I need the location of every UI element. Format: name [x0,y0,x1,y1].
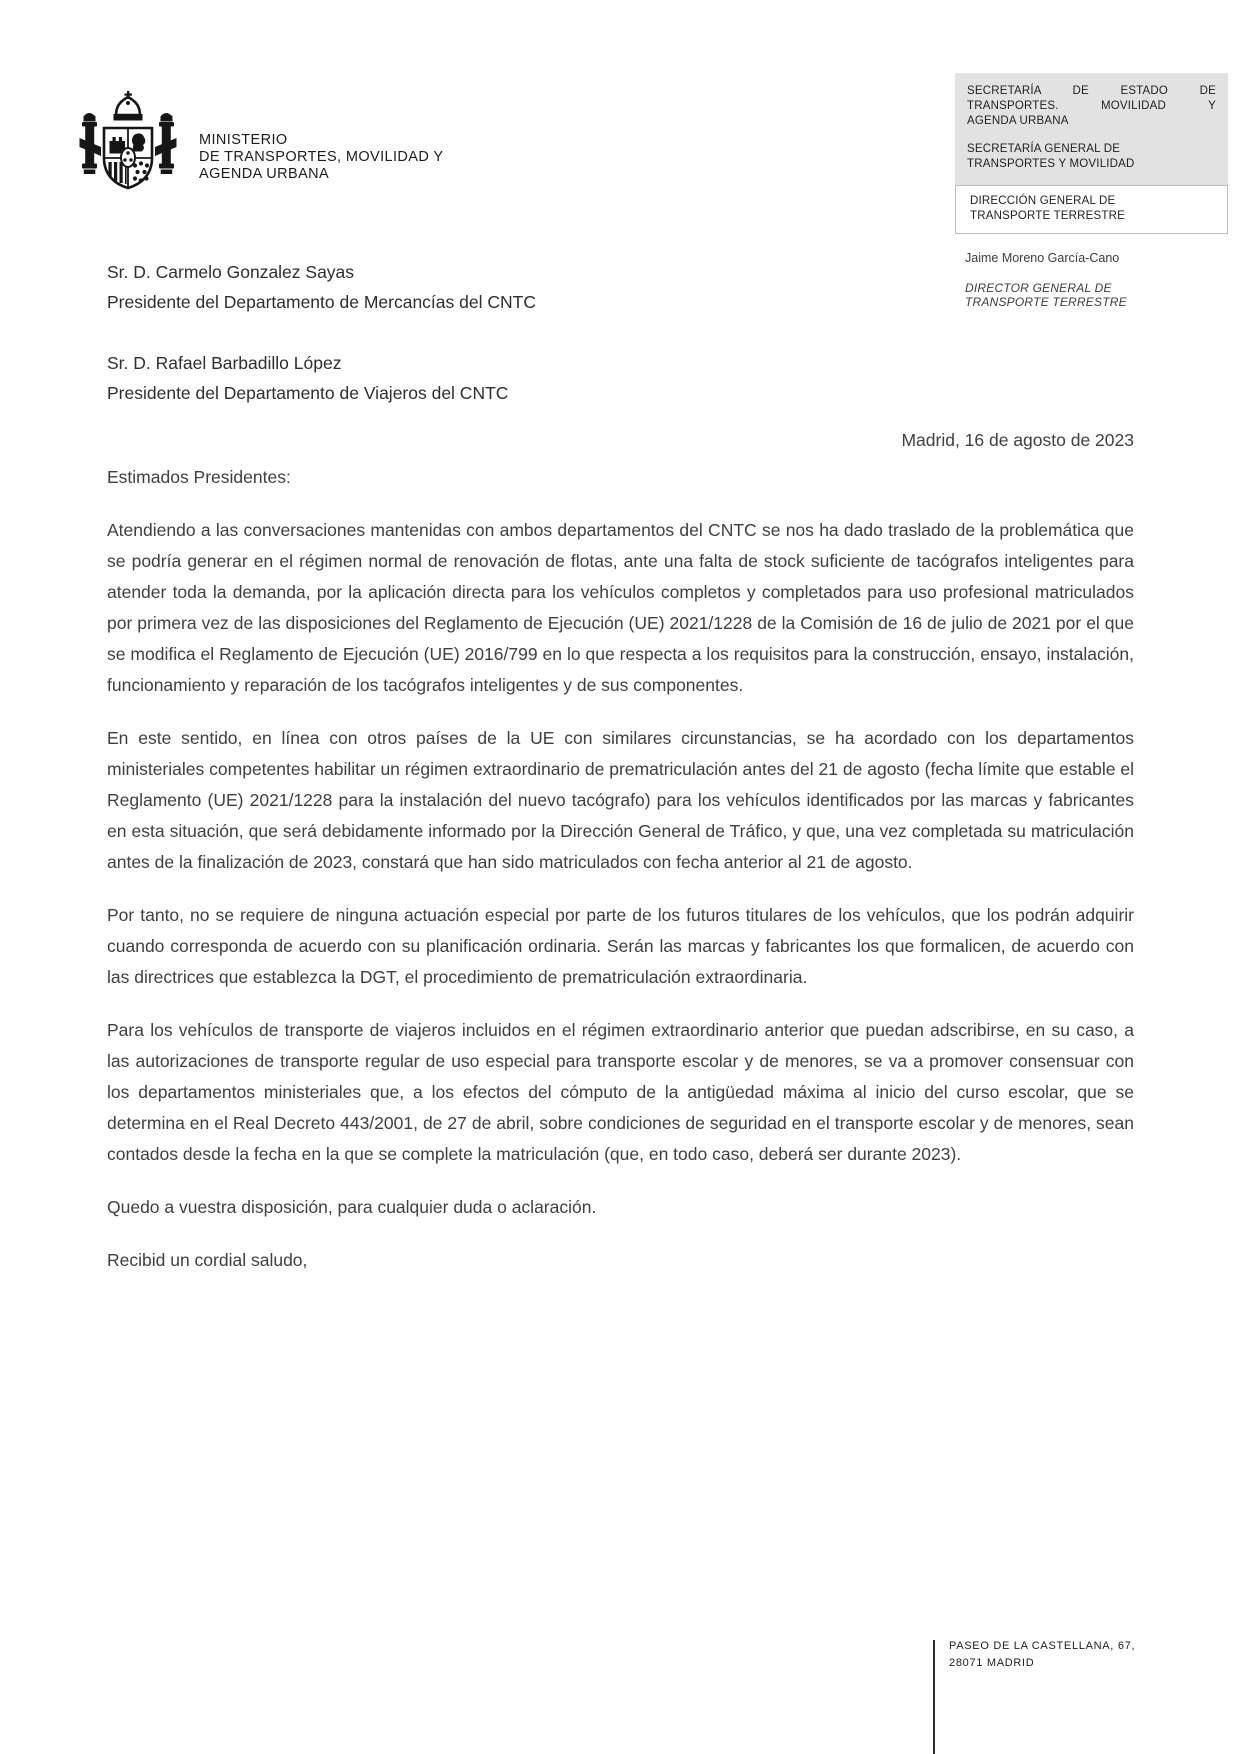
recipient-block-2 [107,348,508,408]
secretariat-general-line: TRANSPORTES Y MOVILIDAD [967,158,1135,170]
footer-address-line: 28071 MADRID [949,1657,1035,1669]
direction-general-line: DIRECCIÓN GENERAL DE [970,195,1116,207]
secretariat-general-block [967,142,1216,172]
direction-general-line: TRANSPORTE TERRESTRE [970,210,1126,222]
secretariat-general-line: SECRETARÍA GENERAL DE [967,143,1121,155]
recipient-block-1 [107,257,536,317]
signer-name: Jaime Moreno García-Cano [965,251,1120,265]
footer-address [949,1638,1135,1672]
signer-title-line: TRANSPORTE TERRESTRE [965,295,1127,309]
recipient-name: Sr. D. Rafael Barbadillo López [107,353,342,373]
recipient-title: Presidente del Departamento de Viajeros del CNTC [107,383,509,403]
ministry-line: AGENDA URBANA [199,166,330,182]
body-paragraph-4: Para los vehículos de transporte de viajeros incluidos en el régimen extraordinario anterior que puedan adscribirse, en su caso, a las autorizaciones de transporte regular de uso especial para transporte escolar y de menores, se va a promover consensuar con los departamentos ministeriales que, a los efectos del cómputo de la antigüedad máxima al inicio del curso escolar, que se determina en el Real Decreto 443/2001, de 27 de abril, sobre condiciones de seguridad en el transporte escolar y de menores, sean contados desde la fecha en la que se complete la matriculación (que, en todo caso, deberá ser durante 2023). [107,1020,1134,1164]
salutation: Estimados Presidentes: [107,467,291,487]
body-paragraph-3: Por tanto, no se requiere de ninguna actuación especial por parte de los futuros titulares de los vehículos, que los podrán adquirir cuando corresponda de acuerdo con su planificación ordinaria. Serán las marcas y fabricantes los que formalicen, de acuerdo con las directrices que establezca la DGT, el procedimiento de prematriculación extraordinaria. [107,905,1134,987]
secretariat-state-line: AGENDA URBANA [967,115,1069,127]
spain-coat-of-arms-logo [78,88,178,210]
recipient-name: Sr. D. Carmelo Gonzalez Sayas [107,262,355,282]
org-hierarchy-box [955,73,1228,185]
footer-address-line: PASEO DE LA CASTELLANA, 67, [949,1640,1136,1652]
signer-title [965,281,1155,309]
ministry-name [199,132,443,183]
body-paragraph-2: En este sentido, en línea con otros países de la UE con similares circunstancias, se ha acordado con los departamentos ministeriales competentes habilitar un régimen extraordinario de prematriculación antes del 21 de agosto (fecha límite que estable el Reglamento (UE) 2021/1228 para la instalación del nuevo tacógrafo) para los vehículos identificados por las marcas y fabricantes en esta situación, que será debidamente informado por la Dirección General de Tráfico, y que, una vez completada su matriculación antes de la finalización de 2023, constará que han sido matriculados con fecha anterior al 21 de agosto. [107,728,1134,872]
closing-availability: Quedo a vuestra disposición, para cualquier duda o aclaración. [107,1197,597,1217]
signer-title-line: DIRECTOR GENERAL DE [965,281,1112,295]
letter-body [107,462,1134,1298]
secretariat-state-line: SECRETARÍA DE ESTADO DE [967,85,1216,97]
dateline: Madrid, 16 de agosto de 2023 [901,430,1134,450]
secretariat-state-line: TRANSPORTES. MOVILIDAD Y [967,100,1216,112]
secretariat-state-block [967,84,1216,129]
ministry-line: DE TRANSPORTES, MOVILIDAD Y [199,149,444,165]
direction-general-box [955,185,1228,234]
body-paragraph-1: Atendiendo a las conversaciones mantenidas con ambos departamentos del CNTC se nos ha dado traslado de la problemática que se podría generar en el régimen normal de renovación de flotas, ante una falta de stock suficiente de tacógrafos inteligentes para atender toda la demanda, por la aplicación directa para los vehículos completos y completados para uso profesional matriculados por primera vez de las disposiciones del Reglamento de Ejecución (UE) 2021/1228 de la Comisión de 16 de julio de 2021 por el que se modifica el Reglamento de Ejecución (UE) 2016/799 en lo que respecta a los requisitos para la construcción, ensayo, instalación, funcionamiento y reparación de los tacógrafos inteligentes y de sus componentes. [107,520,1134,695]
recipient-title: Presidente del Departamento de Mercancías del CNTC [107,292,536,312]
ministry-line: MINISTERIO [199,132,288,148]
footer-divider-line [933,1640,935,1754]
closing-farewell: Recibid un cordial saludo, [107,1250,308,1270]
